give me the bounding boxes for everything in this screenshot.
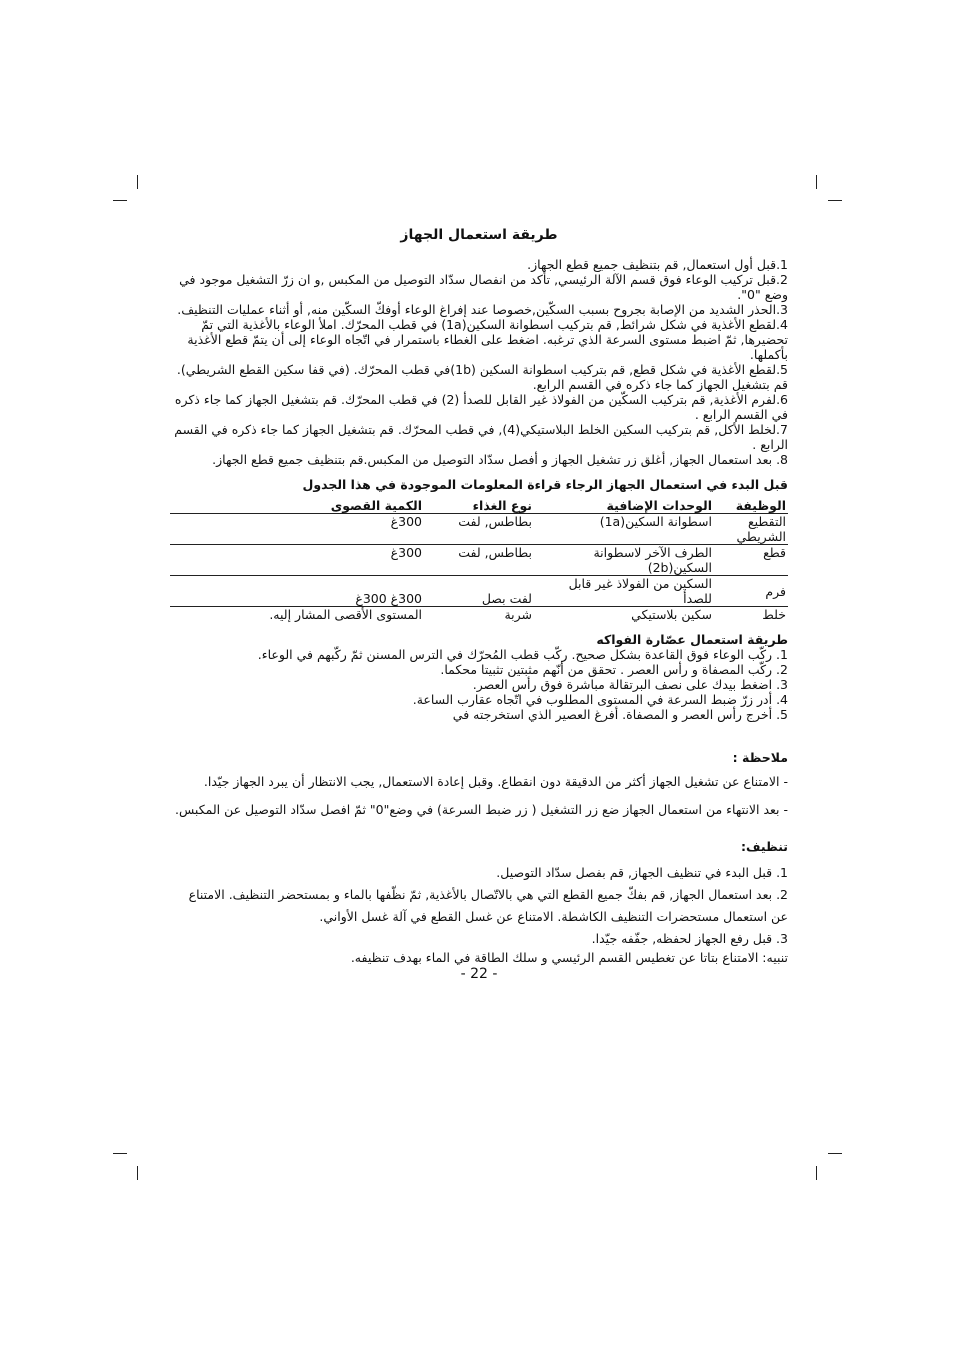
- document-page: [170, 228, 788, 982]
- table-header-row: [170, 498, 788, 514]
- clean-step: 3. قبل رفع الجهاز لحفظه, جفّفه جيّدا.: [591, 931, 788, 946]
- juicer-steps: [170, 647, 788, 722]
- clean-step: 1. قبل البدء في تنظيف الجهاز, قم بفصل سدّاد التوصيل.: [496, 865, 788, 880]
- table-cell: فرم: [714, 576, 788, 607]
- table-header: الكمية القصوى: [170, 498, 424, 514]
- clean-heading: تنظيف:: [741, 839, 788, 854]
- table-cell: قطع: [714, 545, 788, 576]
- crop-mark-top-left-h: [113, 200, 127, 201]
- table-cell: اسطوانة السكين(1a): [534, 514, 714, 545]
- usage-step: 6.لفرم الأغذية, قم بتركيب السكّين من الفولاذ غير القابل للصدأ (2) في قطب المحرّك. قم بتشغيل الجهاز كما جاء ذكره في القسم الرابع .: [174, 392, 788, 422]
- crop-mark-bottom-right-h: [828, 1153, 842, 1154]
- table-intro: قبل البدء في استعمال الجهاز الرجاء قراءة المعلومات الموجودة في هذا الجدول: [302, 477, 788, 492]
- usage-steps: [170, 257, 788, 467]
- table-row: [170, 607, 788, 623]
- crop-mark-top-left-v: [137, 175, 138, 189]
- table-header: الوظيفة: [714, 498, 788, 514]
- note-item: - الامتناع عن تشغيل الجهاز أكثر من الدقيقة دون انقطاع. وقبل إعادة الاستعمال, يجب الانتظار أن يبرد الجهاز جيّدا.: [203, 774, 788, 789]
- juicer-step: 5. أخرج رأس العصر و المصفاة. أفرغ العصير الذي استخرجته في: [452, 707, 788, 722]
- usage-step: 4.لقطع الأغذية في شكل شرائط, قم بتركيب اسطوانة السكين(1a) في قطب المحرّك. املأ الوعاء بالأغذية التي تمّ تحضيرها, ثمّ اضبط مستوى السرعة الذي ترغبه. اضغط على الغطاء باستمرار في اتّجاه الوعاء إلى أن يتمّ قطع الأغذية بأكملها.: [187, 317, 788, 362]
- table-header: الوحدات الإضافية: [534, 498, 714, 514]
- table-cell: 300غ: [170, 514, 424, 545]
- usage-step: 8. بعد استعمال الجهاز, أغلق زر تشغيل الجهاز و أفصل سدّاد التوصيل من المكبس.قم بتنظيف جميع قطع الجهاز.: [212, 452, 788, 467]
- crop-mark-bottom-left-h: [113, 1153, 127, 1154]
- table-cell: التقطيع الشريطي: [714, 514, 788, 545]
- usage-step: 3.الحذر الشديد من الإصابة بجروح بسبب السكّين,خصوصا عند إفراغ الوعاء أوفكّ السكّين منه, أو أثناء عمليات التنظيف.: [177, 302, 788, 317]
- table-cell: بطاطس, لفت: [424, 514, 534, 545]
- crop-mark-bottom-right-v: [816, 1166, 817, 1180]
- crop-mark-top-right-h: [828, 200, 842, 201]
- table-cell: السكين من الفولاذ غير قابل للصدأ: [534, 576, 714, 607]
- table-cell: بطاطس, لفت: [424, 545, 534, 576]
- info-table: [170, 498, 788, 622]
- juicer-step: 1. ركّب الوعاء فوق القاعدة بشكل صحيح. ركّب قطب المُحرّك في الترس المسنن ثمّ ركّبهم في الوعاء.: [257, 647, 788, 662]
- table-cell: سكين بلاستيكي: [631, 607, 712, 622]
- juicer-heading: طريقة استعمال عصّارة الفواكه: [596, 632, 788, 647]
- table-cell: 300غ 300غ: [170, 576, 424, 607]
- usage-step: 1.قبل أول استعمال, قم بتنظيف جميع قطع الجهاز.: [527, 257, 788, 272]
- juicer-step: 4. أدر زرّ ضبط السرعة في المستوى المطلوب في اتّجاه عقارب الساعة.: [412, 692, 788, 707]
- table-row: [170, 545, 788, 576]
- page-title: طريقة استعمال الجهاز: [400, 227, 558, 243]
- crop-mark-bottom-left-v: [137, 1166, 138, 1180]
- usage-step: 7.لخلط الأكل, قم بتركيب السكين الخلط البلاستيكي(4), في قطب المحرّك. قم بتشغيل الجهاز كما جاء ذكره في القسم الرابع .: [174, 422, 788, 452]
- table-row: [170, 576, 788, 607]
- note-item: - بعد الانتهاء من استعمال الجهاز ضع زر التشغيل ( زر ضبط السرعة) في وضع"0" ثمّ افصل سدّاد التوصيل عن المكبس.: [175, 802, 788, 817]
- table-row: [170, 514, 788, 545]
- clean-step: 2. بعد استعمال الجهاز, قم بفكّ جميع القطع التي هي بالاتّصال بالأغذية, ثمّ نظّفها بالماء و بمستحضر التنظيف. الامتناع عن استعمال مستحضرات التنظيف الكاشطة. الامتناع عن غسل القطع في آلة غسل الأواني.: [188, 887, 788, 924]
- usage-step: 5.لقطع الأغذية في شكل قطع, قم بتركيب اسطوانة السكين (1b)في قطب المحرّك. (في قفا سكين القطع الشريطي). قم بتشغيل الجهاز كما جاء ذكره في القسم الرابع.: [176, 362, 788, 392]
- table-cell: خلط: [762, 607, 786, 622]
- notes-list: [170, 771, 788, 821]
- usage-step: 2.قبل تركيب الوعاء فوق قسم الآلة الرئيسي, تأكد من انفصال سدّاد التوصيل من المكبس ,و ان زرّ التشغيل موجود في وضع "0".: [179, 272, 788, 302]
- juicer-step: 2. ركّب المصفاة و رأس العصر . تحقق من أنّهم مثبتين تثبيتا محكما.: [440, 662, 788, 677]
- page-number: - 22 -: [460, 966, 498, 982]
- table-cell: المستوى الأقصى المشار إليه.: [269, 607, 422, 622]
- crop-mark-top-right-v: [816, 175, 817, 189]
- warning-text: تنبيه: الامتناع بتاتا عن تغطيس القسم الرئيسي و سلك الطاقة في الماء بهدف تنظيفه.: [350, 950, 788, 965]
- table-cell: الطرف الآخر لاسطوانة السكين(2b): [534, 545, 714, 576]
- table-cell: 300غ: [170, 545, 424, 576]
- table-cell: لفت بصل: [424, 576, 534, 607]
- note-heading: ملاحظة :: [732, 750, 788, 765]
- table-cell: شربة: [504, 607, 532, 622]
- table-header: نوع الغذاء: [424, 498, 534, 514]
- juicer-step: 3. اضغط بيدك على نصف البرتقالة مباشرة فوق رأس العصر.: [472, 677, 788, 692]
- clean-steps: [170, 862, 788, 950]
